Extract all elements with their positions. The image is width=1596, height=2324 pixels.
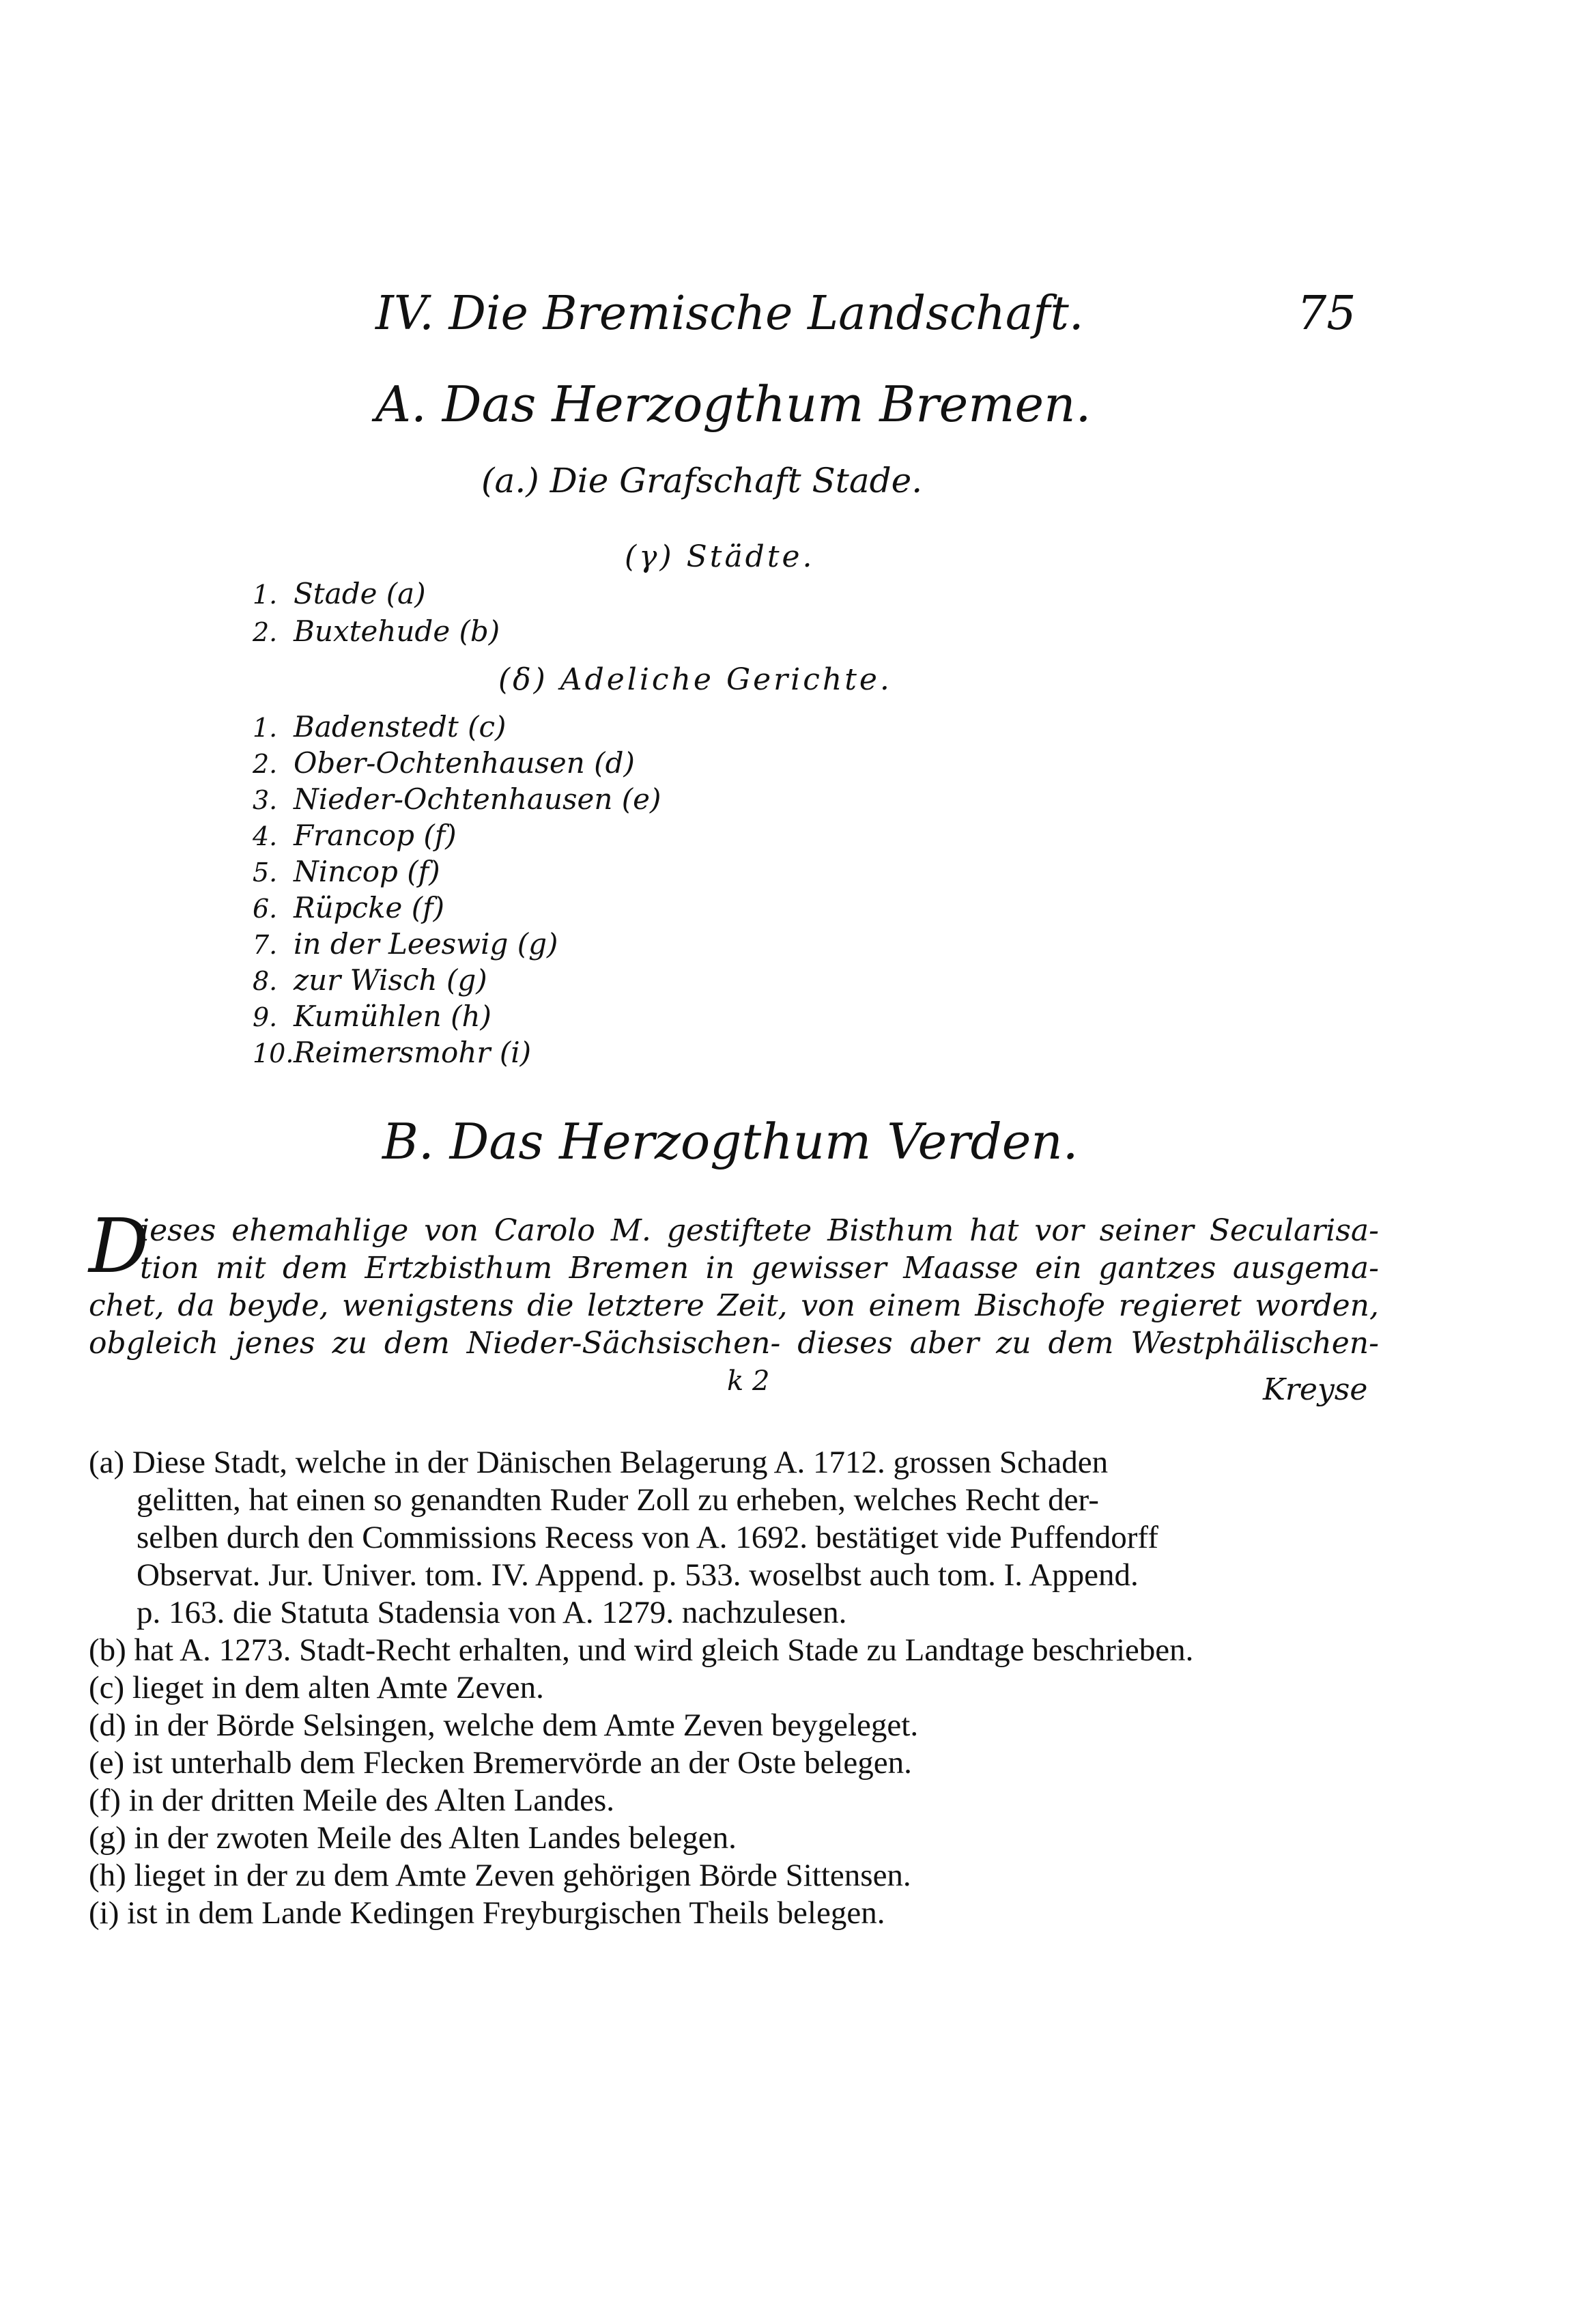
section-a-subtitle: (a.) Die Grafschaft Stade.: [481, 461, 923, 500]
staedte-heading: (γ) Städte.: [625, 539, 815, 574]
footnote: [89, 1632, 1372, 1669]
item-number: 1.: [253, 580, 278, 610]
list-item: [253, 1036, 531, 1069]
item-number: 2.: [253, 749, 278, 779]
body-paragraph: [89, 1212, 1379, 1362]
item-label: Francop (f): [294, 819, 457, 852]
list-item: [253, 855, 440, 888]
footnote: [89, 1707, 1372, 1744]
footnote-line: (g) in der zwoten Meile des Alten Landes belegen.: [89, 1820, 737, 1856]
footnote-line: (f) in der dritten Meile des Alten Landes.: [89, 1783, 615, 1818]
running-header-title: IV. Die Bremische Landschaft.: [375, 287, 1084, 341]
footnote-line: Observat. Jur. Univer. tom. IV. Append. p. 533. woselbst auch tom. I. Append.: [137, 1557, 1139, 1593]
paragraph-line: obgleich jenes zu dem Nieder-Sächsischen- dieses aber zu dem Westphälischen-: [89, 1326, 1379, 1361]
paragraph-line: tion mit dem Ertzbisthum Bremen in gewisser Maasse ein gantzes ausgema-: [140, 1251, 1379, 1286]
footnote-line: selben durch den Commissions Recess von A. 1692. bestätiget vide Puffendorff: [137, 1520, 1158, 1555]
list-item: [253, 577, 426, 610]
item-number: 2.: [253, 617, 278, 647]
paragraph-line: ieses ehemahlige von Carolo M. gestiftete Bisthum hat vor seiner Secularisa-: [140, 1213, 1379, 1248]
item-number: 9.: [253, 1002, 278, 1032]
footnote-line: (b) hat A. 1273. Stadt-Recht erhalten, und wird gleich Stade zu Landtage beschrieben.: [89, 1632, 1194, 1668]
section-a-title: A. Das Herzogthum Bremen.: [375, 375, 1092, 433]
footnote: [89, 1669, 1372, 1707]
footnote: [89, 1444, 1372, 1632]
section-b-title: B. Das Herzogthum Verden.: [382, 1113, 1079, 1170]
item-number: 10.: [253, 1038, 294, 1068]
list-item: [253, 710, 506, 743]
gerichte-heading: (δ) Adeliche Gerichte.: [498, 662, 892, 697]
item-number: 3.: [253, 785, 278, 815]
item-label: Kumühlen (h): [294, 1000, 491, 1033]
item-number: 1.: [253, 713, 278, 743]
item-label: zur Wisch (g): [294, 963, 487, 997]
item-number: 5.: [253, 858, 278, 888]
item-label: Badenstedt (c): [294, 710, 507, 743]
footnote-line: (d) in der Börde Selsingen, welche dem Amte Zeven beygeleget.: [89, 1707, 919, 1743]
item-label: Rüpcke (f): [294, 891, 445, 924]
list-item: [253, 891, 444, 924]
catchword: Kreyse: [1263, 1372, 1368, 1407]
item-label: Buxtehude (b): [294, 614, 500, 648]
footnote: [89, 1744, 1372, 1782]
item-number: 7.: [253, 930, 278, 960]
item-label: Nieder-Ochtenhausen (e): [294, 782, 661, 816]
list-item: [253, 963, 487, 997]
footnote-line: (h) lieget in der zu dem Amte Zeven gehörigen Börde Sittensen.: [89, 1858, 911, 1893]
item-label: Ober-Ochtenhausen (d): [294, 746, 635, 780]
item-label: Stade (a): [294, 577, 426, 610]
footnote: [89, 1857, 1372, 1895]
list-item: [253, 782, 661, 816]
footnote: [89, 1895, 1372, 1932]
item-label: Reimersmohr (i): [294, 1036, 532, 1069]
item-label: in der Leeswig (g): [294, 927, 558, 961]
list-item: [253, 819, 457, 852]
footnote-line: gelitten, hat einen so genandten Ruder Zoll zu erheben, welches Recht der-: [137, 1482, 1099, 1518]
list-item: [253, 1000, 491, 1033]
footnote-line: (i) ist in dem Lande Kedingen Freyburgischen Theils belegen.: [89, 1895, 885, 1931]
footnote: [89, 1819, 1372, 1857]
list-item: [253, 746, 635, 780]
paragraph-line: chet, da beyde, wenigstens die letztere Zeit, von einem Bischofe regieret worden,: [89, 1288, 1379, 1323]
signature-mark: k 2: [727, 1365, 770, 1397]
item-number: 6.: [253, 894, 278, 924]
footnote-line: p. 163. die Statuta Stadensia von A. 1279. nachzulesen.: [137, 1595, 847, 1630]
footnote-line: (a) Diese Stadt, welche in der Dänischen Belagerung A. 1712. grossen Schaden: [89, 1445, 1109, 1480]
list-item: [253, 927, 558, 961]
item-label: Nincop (f): [294, 855, 440, 888]
drop-cap: D: [89, 1202, 149, 1290]
page-number: 75: [1297, 287, 1356, 341]
item-number: 8.: [253, 966, 278, 996]
footnote: [89, 1782, 1372, 1819]
footnote-line: (e) ist unterhalb dem Flecken Bremervörde an der Oste belegen.: [89, 1745, 912, 1781]
item-number: 4.: [253, 821, 278, 851]
footnote-line: (c) lieget in dem alten Amte Zeven.: [89, 1670, 544, 1705]
list-item: [253, 614, 500, 648]
